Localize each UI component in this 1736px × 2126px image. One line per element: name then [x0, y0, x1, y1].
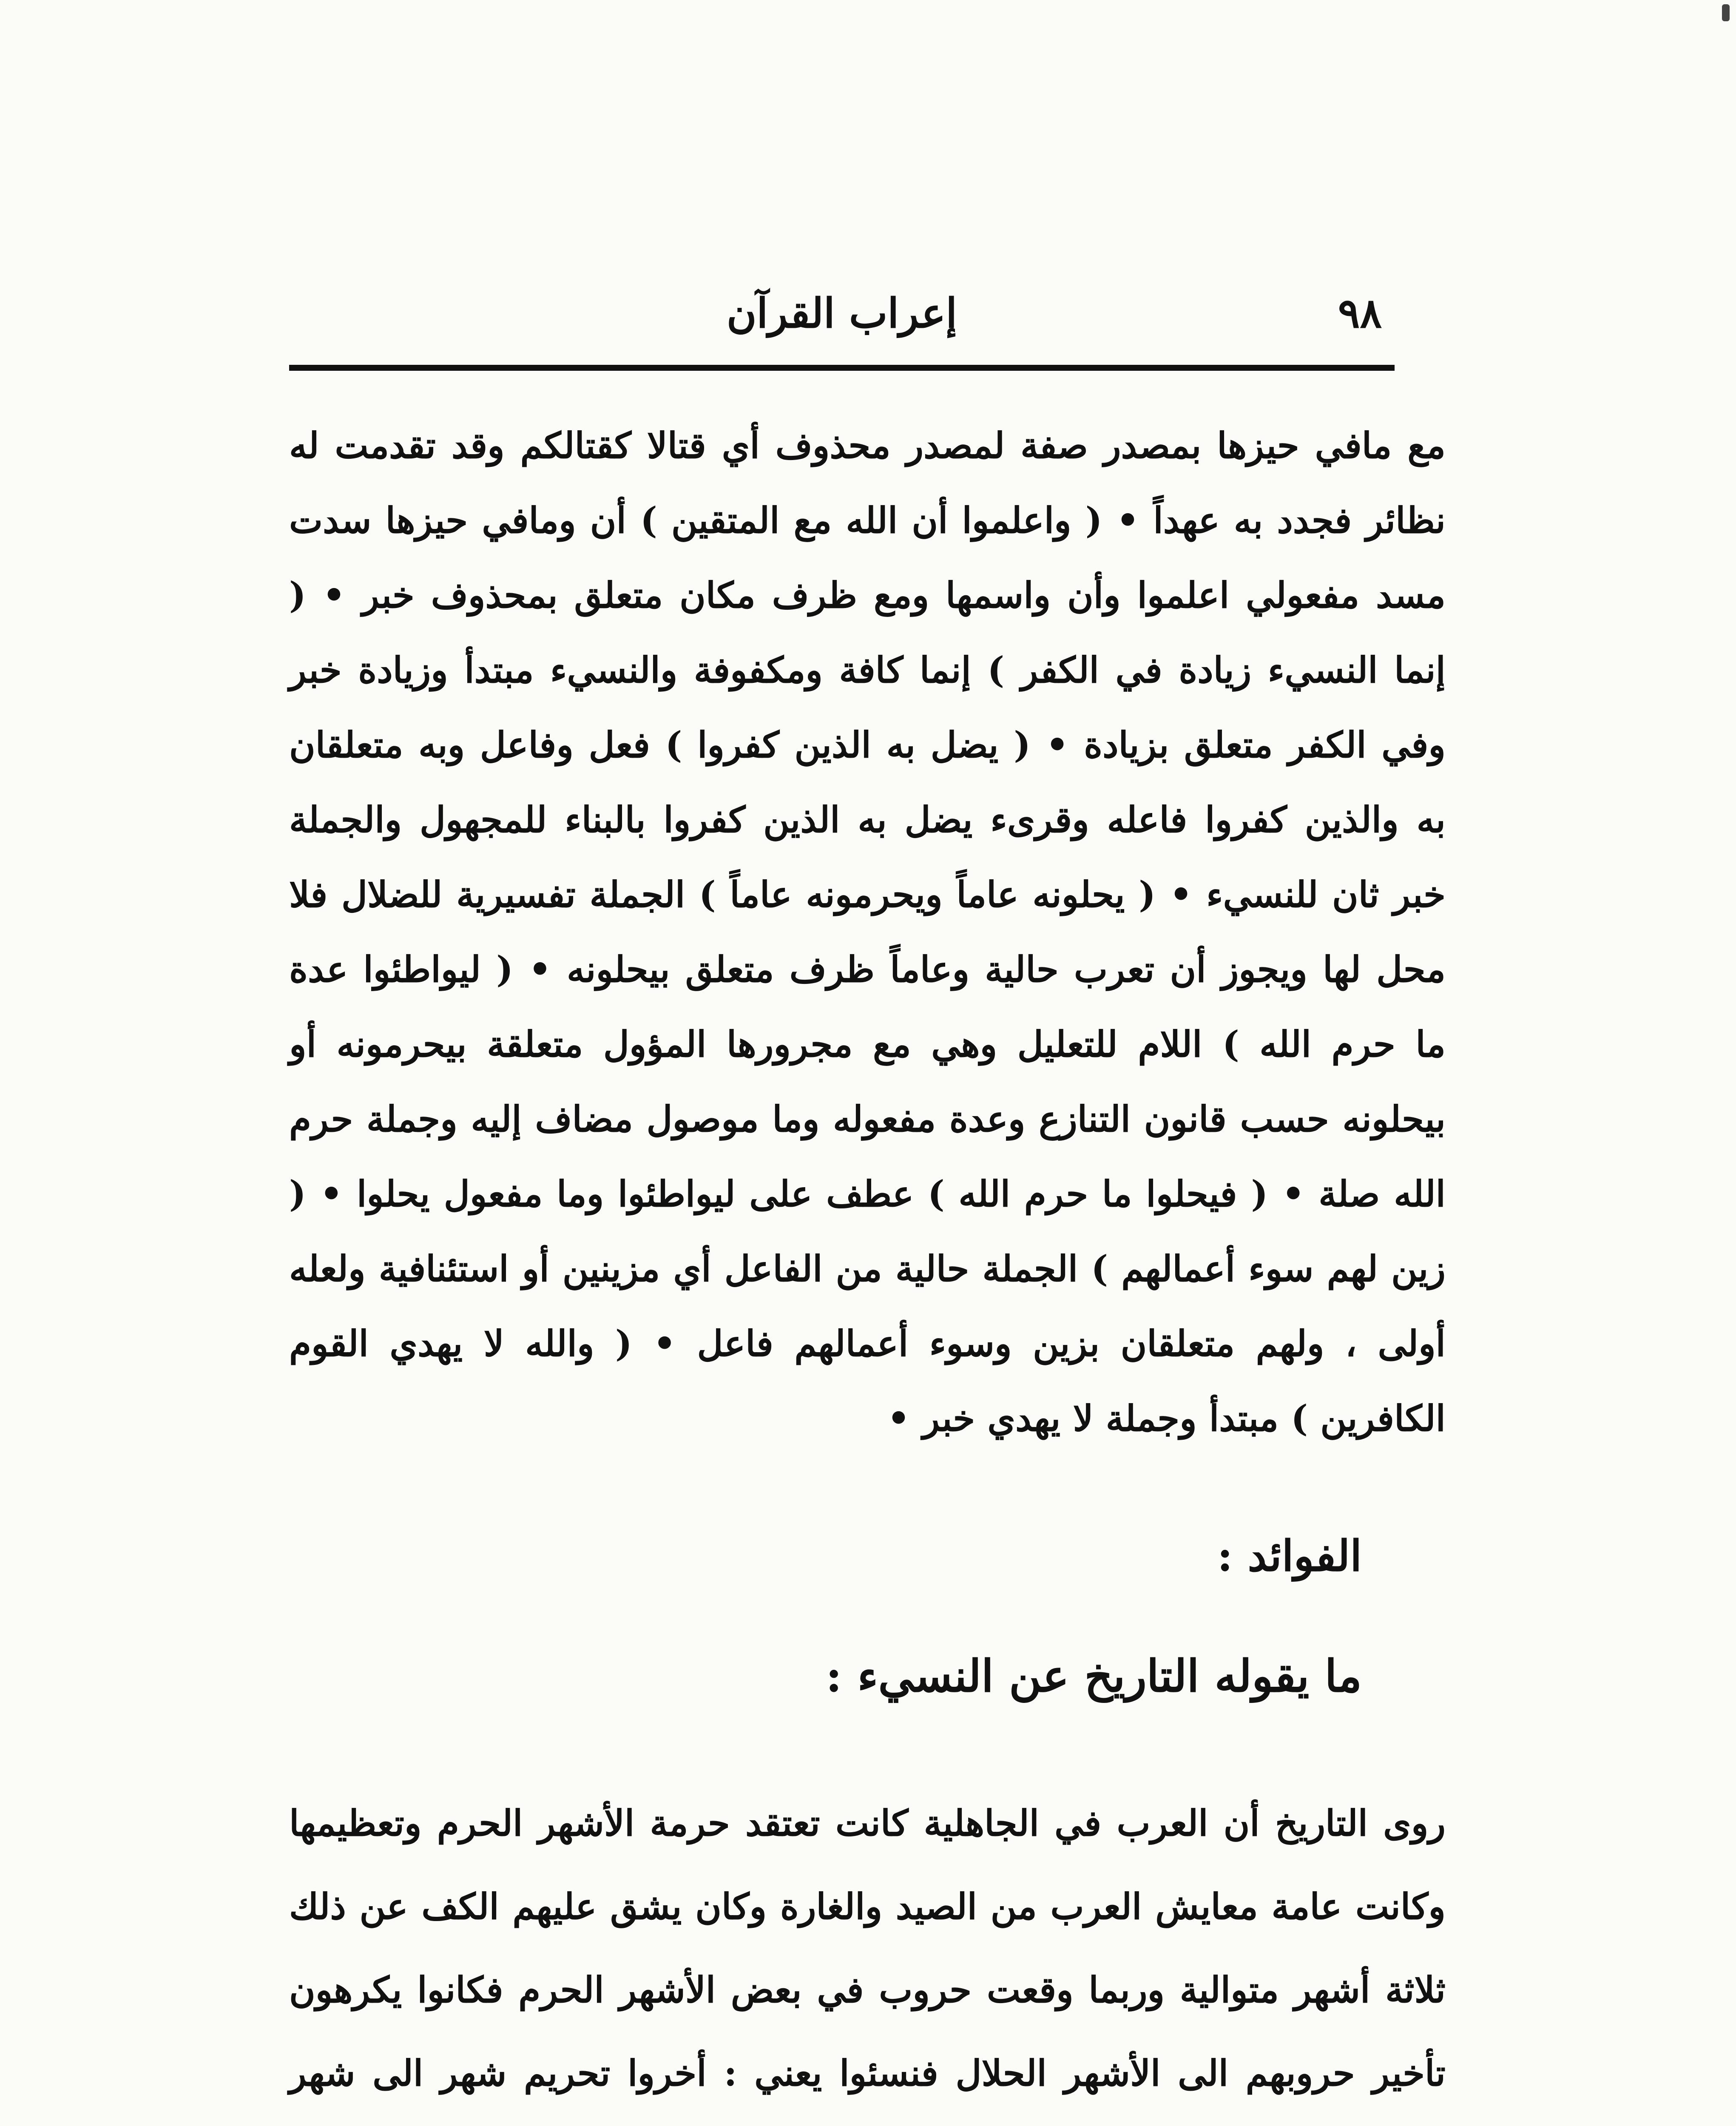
fawaid-heading: الفوائد : [1217, 1531, 1362, 1581]
page-number: ٩٨ [1338, 289, 1382, 337]
commentary-paragraph [289, 408, 1446, 1456]
scan-speck [1722, 4, 1730, 21]
history-heading: ما يقوله التاريخ عن النسيء : [825, 1650, 1362, 1702]
header-rule [289, 365, 1395, 371]
history-paragraph [289, 1782, 1446, 2126]
page-header [289, 272, 1395, 357]
running-title: إعراب القرآن [726, 289, 957, 337]
commentary-text: مع مافي حيزها بمصدر صفة لمصدر محذوف أي قتالا كقتالكم وقد تقدمت له نظائر فجدد به عهداً • ( واعلموا أن الله مع المتقين ) أن ومافي حيزها سدت مسد مفعولي اعلموا وأن واسمها ومع ظرف مكان متعلق بمحذوف خبر • ( إنما النسيء زيادة في الكفر ) إنما كافة ومكفوفة والنسيء مبتدأ وزيادة خبر وفي الكفر متعلق بزيادة • ( يضل به الذين كفروا ) فعل وفاعل وبه متعلقان به والذين كفروا فاعله وقرىء يضل به الذين كفروا بالبناء للمجهول والجملة خبر ثان للنسيء • ( يحلونه عاماً ويحرمونه عاماً ) الجملة تفسيرية للضلال فلا محل لها ويجوز أن تعرب حالية وعاماً ظرف متعلق بيحلونه • ( ليواطئوا عدة ما حرم الله ) اللام للتعليل وهي مع مجرورها المؤول متعلقة بيحرمونه أو بيحلونه حسب قانون التنازع وعدة مفعوله وما موصول مضاف إليه وجملة حرم الله صلة • ( فيحلوا ما حرم الله ) عطف على ليواطئوا وما مفعول يحلوا • ( زين لهم سوء أعمالهم ) الجملة حالية من الفاعل أي مزينين أو استئنافية ولعله أولى ، ولهم متعلقان بزين وسوء أعمالهم فاعل • ( والله لا يهدي القوم الكافرين ) مبتدأ وجملة لا يهدي خبر • [289, 424, 1446, 1439]
history-text: روى التاريخ أن العرب في الجاهلية كانت تعتقد حرمة الأشهر الحرم وتعظيمها وكانت عامة معايش العرب من الصيد والغارة وكان يشق عليهم الكف عن ذلك ثلاثة أشهر متوالية وربما وقعت حروب في بعض الأشهر الحرم فكانوا يكرهون تأخير حروبهم الى الأشهر الحلال فنسئوا يعني : أخروا تحريم شهر الى شهر [289, 1802, 1446, 2094]
